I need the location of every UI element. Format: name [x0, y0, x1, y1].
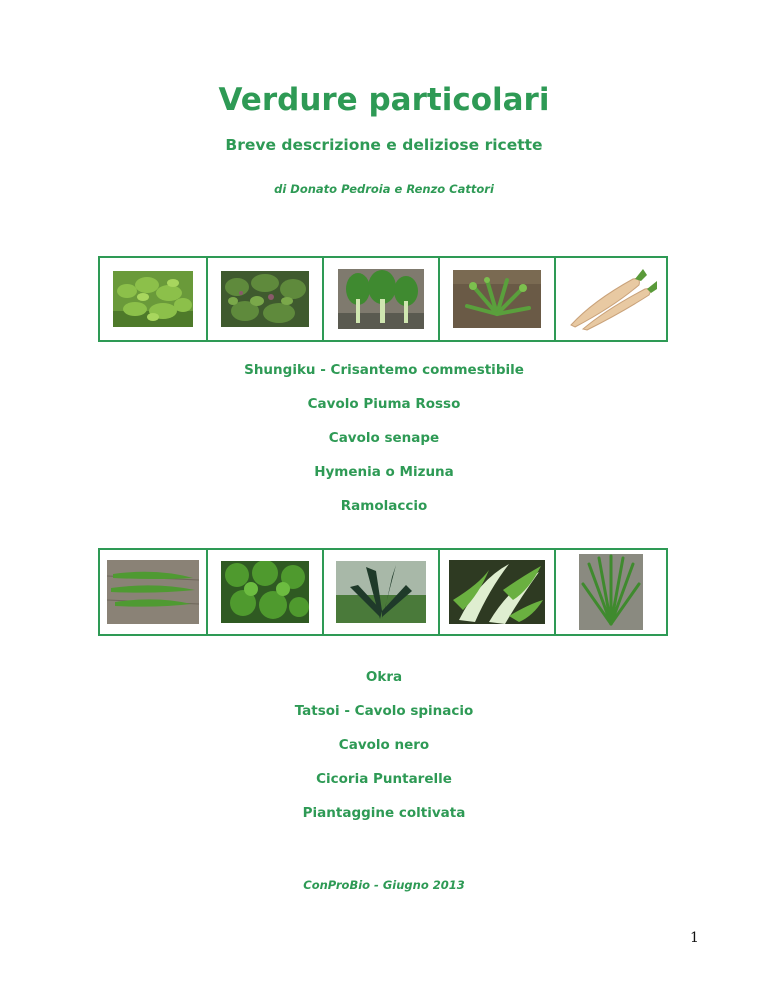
- photo-cell-ramolaccio: [556, 258, 666, 340]
- document-authors: di Donato Pedroia e Renzo Cattori: [274, 182, 494, 196]
- ramolaccio-photo: [563, 267, 659, 331]
- piantaggine-photo: [579, 554, 643, 630]
- photo-cell-cavolo-nero: [324, 550, 440, 634]
- okra-photo: [107, 560, 199, 624]
- vegetable-list-1: [0, 353, 768, 523]
- photo-cell-cavolo-piuma-rosso: [208, 258, 324, 340]
- shungiku-photo: [113, 271, 193, 327]
- cavolo-piuma-rosso-photo: [221, 271, 309, 327]
- vegetable-name: Ramolaccio: [340, 498, 428, 514]
- photo-strip-1: [98, 256, 668, 342]
- document-footer: ConProBio - Giugno 2013: [303, 878, 465, 892]
- document-title: Verdure particolari: [218, 82, 550, 118]
- vegetable-name: Okra: [365, 669, 403, 685]
- document-subtitle: Breve descrizione e deliziose ricette: [225, 136, 543, 154]
- vegetable-name: Cicoria Puntarelle: [316, 771, 452, 787]
- vegetable-name: Cavolo nero: [338, 737, 430, 753]
- cavolo-senape-photo: [338, 269, 424, 329]
- photo-strip-2: [98, 548, 668, 636]
- vegetable-name: Hymenia o Mizuna: [314, 464, 454, 480]
- vegetable-name: Cavolo Piuma Rosso: [307, 396, 461, 412]
- mizuna-photo: [453, 270, 541, 328]
- photo-cell-piantaggine: [556, 550, 666, 634]
- photo-cell-mizuna: [440, 258, 556, 340]
- vegetable-name: Cavolo senape: [328, 430, 440, 446]
- puntarelle-photo: [449, 560, 545, 624]
- photo-cell-tatsoi: [208, 550, 324, 634]
- vegetable-name: Tatsoi - Cavolo spinacio: [294, 703, 474, 719]
- page-number: 1: [690, 930, 699, 946]
- cavolo-nero-photo: [336, 561, 426, 623]
- photo-cell-shungiku: [100, 258, 208, 340]
- photo-cell-puntarelle: [440, 550, 556, 634]
- vegetable-name: Shungiku - Crisantemo commestibile: [244, 362, 524, 378]
- vegetable-name: Piantaggine coltivata: [302, 805, 466, 821]
- vegetable-list-2: [0, 660, 768, 830]
- photo-cell-cavolo-senape: [324, 258, 440, 340]
- photo-cell-okra: [100, 550, 208, 634]
- tatsoi-photo: [221, 561, 309, 623]
